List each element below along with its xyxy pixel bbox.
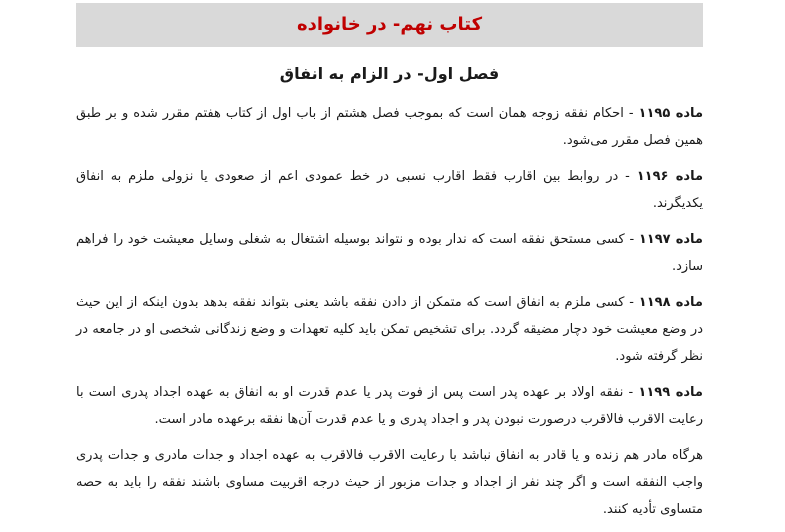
article-label: ماده ۱۱۹۸ — [638, 295, 703, 310]
article-separator: - — [618, 169, 637, 184]
article-text: نفقه اولاد بر عهده پدر است پس از فوت پدر یا عدم قدرت او به انفاق به عهده اجداد پدری است با رعایت الاقرب فالاقرب درصورت نبودن پدر و اجداد پدری و یا عدم قدرت آن‌ها نفقه برعهده مادر است. — [76, 385, 703, 427]
article-label: ماده ۱۱۹۹ — [638, 385, 703, 400]
document-body — [76, 100, 703, 532]
article-separator: - — [624, 295, 639, 310]
article-1199 — [76, 379, 703, 433]
paragraph-continuation — [76, 442, 703, 523]
paragraph-text: هرگاه مادر هم زنده و یا قادر به انفاق نباشد با رعایت الاقرب فالاقرب به عهده اجداد و جدات مادری و جدات پدری واجب النفقه است و اگر چند نفر از اجداد و جدات مزبور از حیث درجه اقربیت مساوی باشند نفقه را باید به حصه متساوی تأدیه کنند. — [76, 448, 703, 517]
article-1195 — [76, 100, 703, 154]
article-1196 — [76, 163, 703, 217]
article-separator: - — [623, 106, 639, 121]
article-text: کسی مستحق نفقه است که ندار بوده و نتواند بوسیله اشتغال به شغلی وسایل معیشت خود را فراهم سازد. — [76, 232, 703, 274]
book-header-banner — [76, 3, 703, 47]
book-title: کتاب نهم- در خانواده — [296, 14, 483, 35]
article-text: در روابط بین اقارب فقط اقارب نسبی در خط عمودی اعم از صعودی یا نزولی ملزم به انفاق یکدیگرند. — [76, 169, 703, 211]
article-text: کسی ملزم به انفاق است که متمکن از دادن نفقه باشد یعنی بتواند نفقه بدهد بدون اینکه از این حیث در وضع معیشت خود دچار مضیقه گردد. برای تشخیص تمکن باید کلیه تعهدات و وضع زندگانی شخصی او در جامعه در نظر گرفته شود. — [76, 295, 703, 364]
article-label: ماده ۱۱۹۶ — [636, 169, 703, 184]
article-text: احکام نفقه زوجه همان است که بموجب فصل هشتم از باب اول از کتاب هفتم مقرر شده و بر طبق همین فصل مقرر می‌شود. — [76, 106, 703, 148]
article-1197 — [76, 226, 703, 280]
article-label: ماده ۱۱۹۵ — [638, 106, 703, 121]
article-label: ماده ۱۱۹۷ — [638, 232, 703, 247]
article-separator: - — [624, 232, 639, 247]
article-separator: - — [623, 385, 639, 400]
article-1198 — [76, 289, 703, 370]
chapter-title: فصل اول- در الزام به انفاق — [279, 64, 500, 83]
